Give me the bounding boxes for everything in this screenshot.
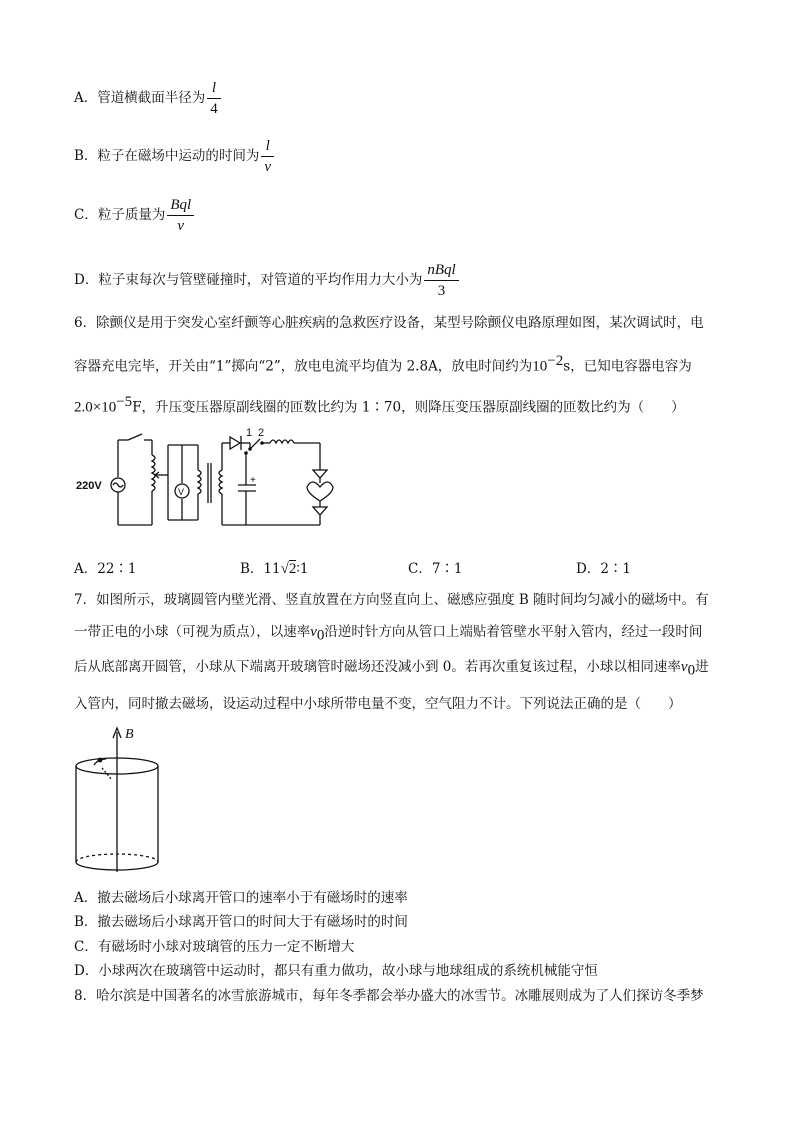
q6-option-b: B．11√2∶1	[240, 561, 309, 577]
field-label: B	[125, 727, 134, 742]
q6-stem-line3: $2.0\times 10^{-5}F$，升压变压器原副线圈的匝数比约为 1∶70，则降压变压器原副线圈的匝数比约为（ ）	[74, 394, 685, 416]
fraction: $\frac{l}{v}$	[261, 136, 274, 177]
q7-option-c: C．有磁场时小球对玻璃管的压力一定不断增大	[74, 939, 355, 955]
q7-option-b: B．撤去磁场后小球离开管口的时间大于有磁场时的时间	[74, 914, 408, 930]
switch-label-1: 1	[246, 427, 253, 439]
fraction: $\frac{\text{nBql}}{3}$	[424, 260, 458, 301]
q5-option-c: C．粒子质量为 $\frac{\text{Bql}}{v}$	[74, 195, 196, 236]
q7-option-d: D．小球两次在玻璃管中运动时，都只有重力做功，故小球与地球组成的系统机械能守恒	[74, 963, 598, 979]
q5-option-b: B．粒子在磁场中运动的时间为 $\frac{l}{v}$	[74, 136, 276, 177]
q6-stem-line1: 6．除颤仪是用于突发心室纤颤等心脏疾病的急救医疗设备，某型号除颤仪电路原理如图，某次调试时，电	[74, 315, 704, 331]
glass-tube-magnetic-field-diagram	[72, 722, 172, 878]
q5-option-d: D．粒子束每次与管壁碰撞时，对管道的平均作用力大小为 $\frac{\text{nBql}}{3}$	[74, 260, 461, 301]
q6-option-c: C．7∶1	[408, 561, 463, 577]
fraction: $\frac{l}{4}$	[207, 78, 221, 119]
q6-option-d: D．2∶1	[576, 561, 632, 577]
q6-option-a: A．22∶1	[74, 561, 137, 577]
q5-option-a: A．管道横截面半径为 $\frac{l}{4}$	[74, 78, 223, 119]
fraction: $\frac{\text{Bql}}{v}$	[167, 195, 194, 236]
q7-stem-line2: 一带正电的小球（可视为质点），以速率$v_0$沿逆时针方向从管口上端贴着管壁水平射入管内，经过一段时间	[74, 624, 703, 644]
switch-label-2: 2	[258, 427, 265, 439]
q7-option-a: A．撤去磁场后小球离开管口的速率小于有磁场时的速率	[74, 890, 408, 906]
voltmeter-label: V	[178, 487, 185, 497]
q7-stem-line4: 入管内，同时撤去磁场，设运动过程中小球所带电量不变，空气阻力不计。下列说法正确的是（ ）	[74, 696, 682, 712]
q8-stem-line1: 8．哈尔滨是中国著名的冰雪旅游城市，每年冬季都会举办盛大的冰雪节。冰雕展则成为了人们探访冬季梦	[74, 988, 704, 1004]
defibrillator-circuit-diagram	[70, 425, 350, 535]
q7-stem-line3: 后从底部离开圆管，小球从下端离开玻璃管时磁场还没减小到 0。若再次重复该过程，小球以相同速率$v_0$进	[74, 659, 709, 679]
voltage-label: 220V	[76, 480, 102, 492]
svg-text:+: +	[250, 475, 256, 486]
q7-stem-line1: 7．如图所示，玻璃圆管内壁光滑、竖直放置在方向竖直向上、磁感应强度 B 随时间均匀减小的磁场中。有	[74, 592, 709, 608]
q6-stem-line2: 容器充电完毕，开关由“1”掷向“2”，放电电流平均值为 2.8A，放电时间约为$10^{-2}s$，已知电容器电容为	[74, 353, 692, 375]
